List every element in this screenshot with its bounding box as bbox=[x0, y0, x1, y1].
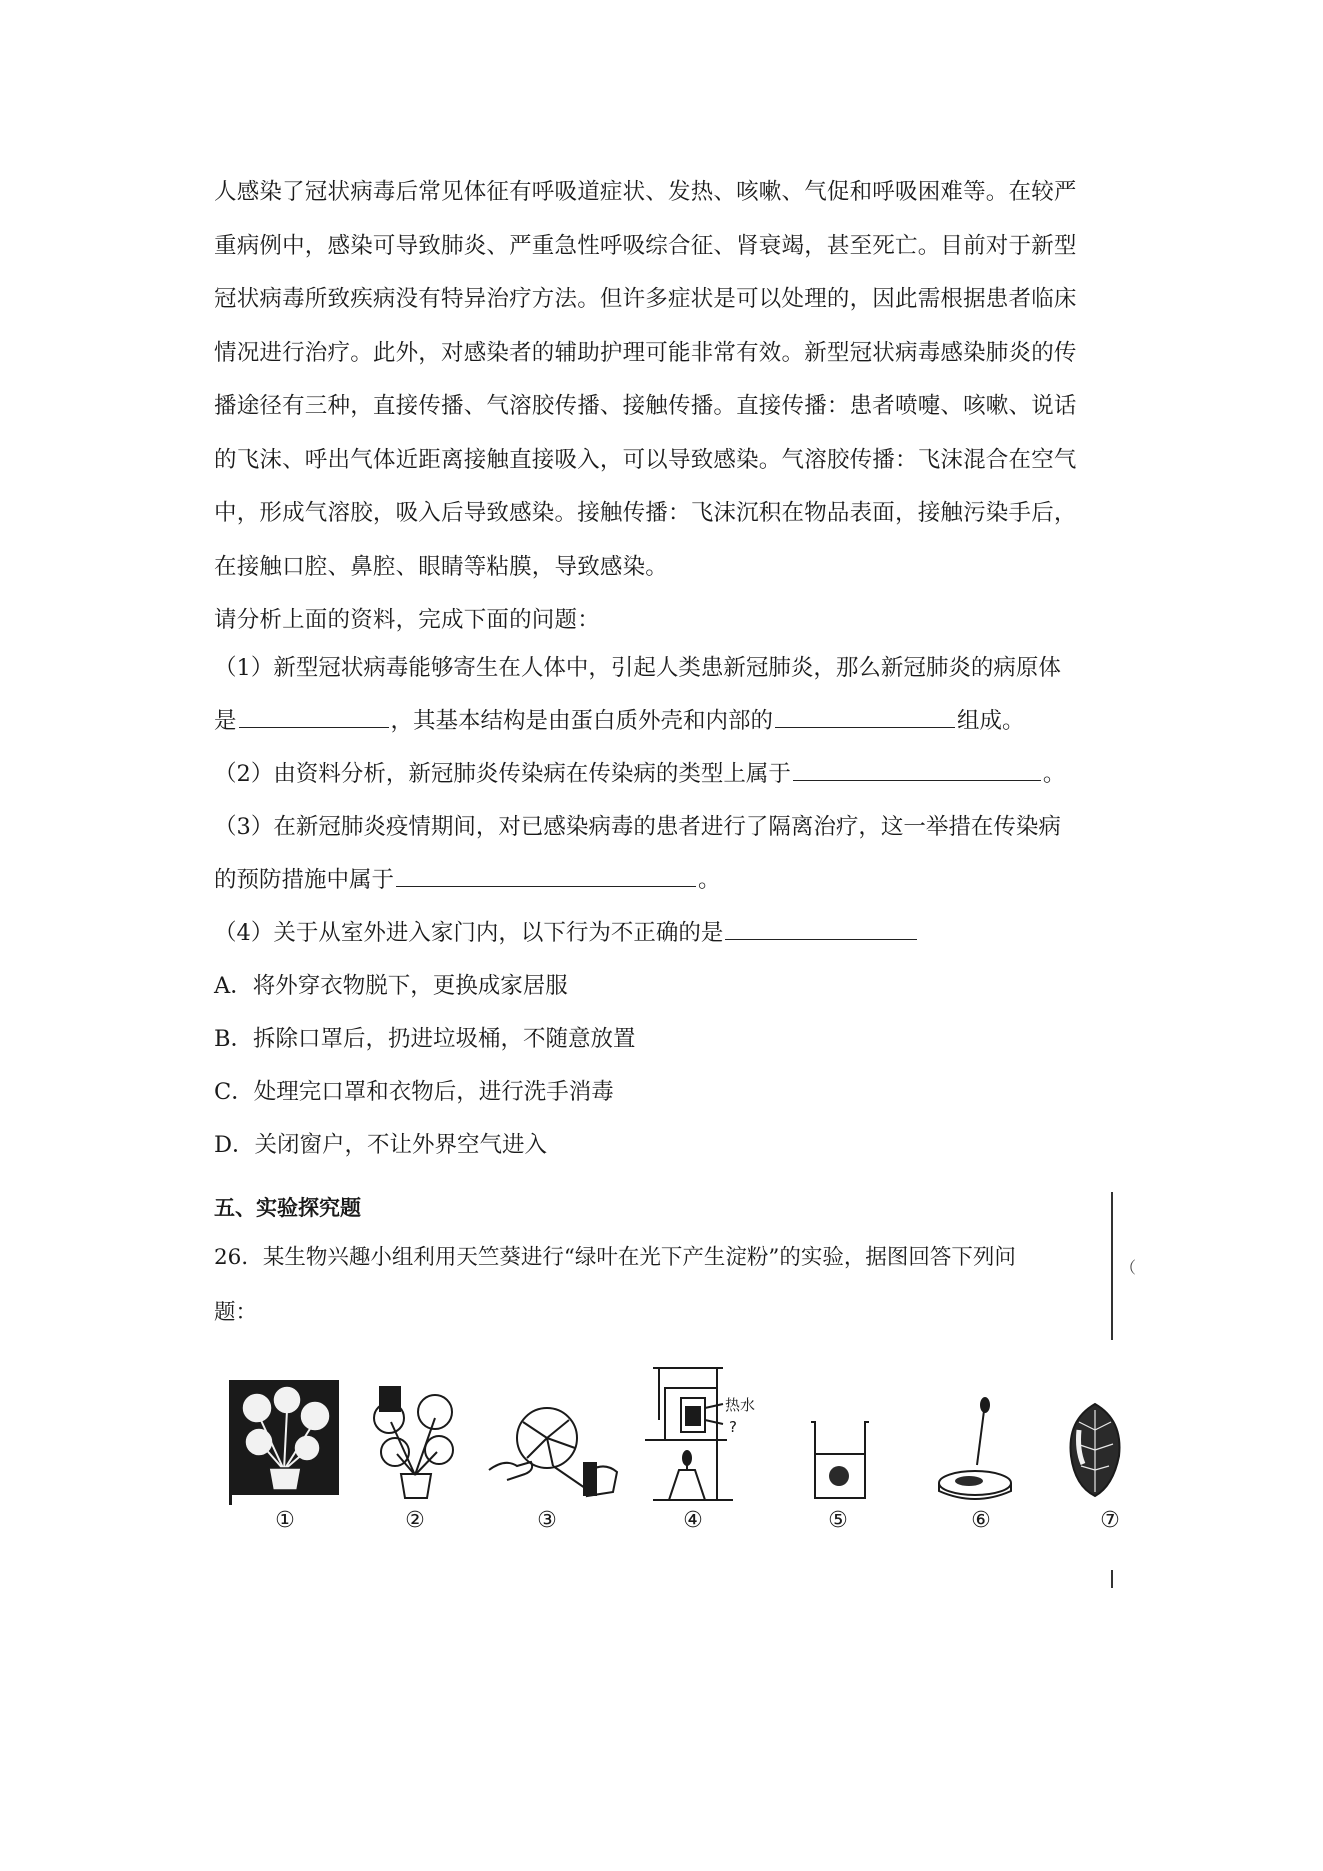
answer-blank-prevention-measure[interactable] bbox=[396, 866, 696, 887]
question-mark-label: ? bbox=[729, 1418, 737, 1436]
question-1-line-1: （1）新型冠状病毒能够寄生在人体中，引起人类患新冠肺炎，那么新冠肺炎的病原体 bbox=[214, 655, 1061, 681]
q2-end: 。 bbox=[1042, 761, 1066, 787]
step-number-4: ④ bbox=[683, 1508, 703, 1533]
option-c: C．处理完口罩和衣物后，进行洗手消毒 bbox=[214, 1079, 614, 1105]
answer-blank-disease-type[interactable] bbox=[793, 760, 1041, 781]
q3-text: 的预防措施中属于 bbox=[214, 867, 395, 893]
answer-blank-genetic-material[interactable] bbox=[775, 707, 955, 728]
step-number-7: ⑦ bbox=[1100, 1508, 1120, 1533]
option-a: A．将外穿衣物脱下，更换成家居服 bbox=[214, 973, 568, 999]
q1-text-c: 组成。 bbox=[957, 708, 1025, 734]
question-3-line-2 bbox=[214, 862, 721, 894]
passage-line: 在接触口腔、鼻腔、眼睛等粘膜，导致感染。 bbox=[214, 553, 669, 580]
plant-covered-leaf-image bbox=[365, 1380, 465, 1505]
question-2 bbox=[214, 756, 1065, 788]
q1-text-b: ，其基本结构是由蛋白质外壳和内部的 bbox=[390, 708, 774, 734]
plant-dark-treatment-image bbox=[229, 1380, 339, 1505]
passage-line: 重病例中，感染可导致肺炎、严重急性呼吸综合征、肾衰竭，甚至死亡。目前对于新型 bbox=[214, 232, 1077, 259]
q3-end: 。 bbox=[698, 867, 721, 893]
hot-water-label: 热水 bbox=[725, 1396, 756, 1414]
leaf-removal-image bbox=[487, 1400, 622, 1500]
answer-blank-pathogen[interactable] bbox=[239, 707, 389, 728]
step-number-5: ⑤ bbox=[828, 1508, 848, 1533]
step-number-3: ③ bbox=[537, 1508, 557, 1533]
option-d: D．关闭窗户，不让外界空气进入 bbox=[214, 1132, 548, 1158]
question-26-line-1: 26．某生物兴趣小组利用天竺葵进行“绿叶在光下产生淀粉”的实验，据图回答下列问 bbox=[214, 1245, 1016, 1270]
stained-leaf-image bbox=[1065, 1400, 1125, 1500]
answer-blank-choice[interactable] bbox=[725, 919, 917, 940]
passage-line: 中，形成气溶胶，吸入后导致感染。接触传播：飞沫沉积在物品表面，接触污染手后， bbox=[214, 500, 1077, 526]
beaker-image bbox=[805, 1418, 875, 1503]
question-3-line-1: （3）在新冠肺炎疫情期间，对已感染病毒的患者进行了隔离治疗，这一举措在传染病 bbox=[214, 814, 1061, 840]
step-number-1: ① bbox=[275, 1508, 295, 1533]
passage-line: 的飞沫、呼出气体近距离接触直接吸入，可以导致感染。气溶胶传播：飞沫混合在空气 bbox=[214, 446, 1077, 473]
step-number-6: ⑥ bbox=[971, 1508, 991, 1533]
section-title: 五、实验探究题 bbox=[214, 1196, 361, 1220]
passage-line: 冠状病毒所致疾病没有特异治疗方法。但许多症状是可以处理的，因此需根据患者临床 bbox=[214, 286, 1077, 312]
passage-instruction: 请分析上面的资料，完成下面的问题： bbox=[214, 607, 600, 633]
dish-iodine-dropper-image bbox=[933, 1395, 1023, 1505]
q4-text: （4）关于从室外进入家门内，以下行为不正确的是 bbox=[214, 920, 724, 946]
question-1-line-2 bbox=[214, 703, 1025, 735]
step-number-2: ② bbox=[405, 1508, 425, 1533]
passage-line: 人感染了冠状病毒后常见体征有呼吸道症状、发热、咳嗽、气促和呼吸困难等。在较严 bbox=[214, 179, 1077, 205]
q2-text: （2）由资料分析，新冠肺炎传染病在传染病的类型上属于 bbox=[214, 761, 791, 787]
margin-paren: （ bbox=[1120, 1258, 1137, 1277]
water-bath-heating-image bbox=[643, 1360, 768, 1505]
passage-line: 播途径有三种，直接传播、气溶胶传播、接触传播。直接传播：患者喷嚏、咳嗽、说话 bbox=[214, 393, 1077, 419]
experiment-figure bbox=[225, 1360, 1135, 1560]
passage-line: 情况进行治疗。此外，对感染者的辅助护理可能非常有效。新型冠状病毒感染肺炎的传 bbox=[214, 339, 1077, 366]
margin-line-top bbox=[1111, 1192, 1113, 1340]
question-4 bbox=[214, 915, 919, 947]
margin-line-bottom bbox=[1111, 1570, 1113, 1588]
option-b: B．拆除口罩后，扔进垃圾桶，不随意放置 bbox=[214, 1026, 636, 1052]
q1-text-a: 是 bbox=[214, 708, 237, 734]
question-26-line-2: 题： bbox=[214, 1300, 258, 1325]
reading-passage bbox=[214, 166, 1114, 648]
